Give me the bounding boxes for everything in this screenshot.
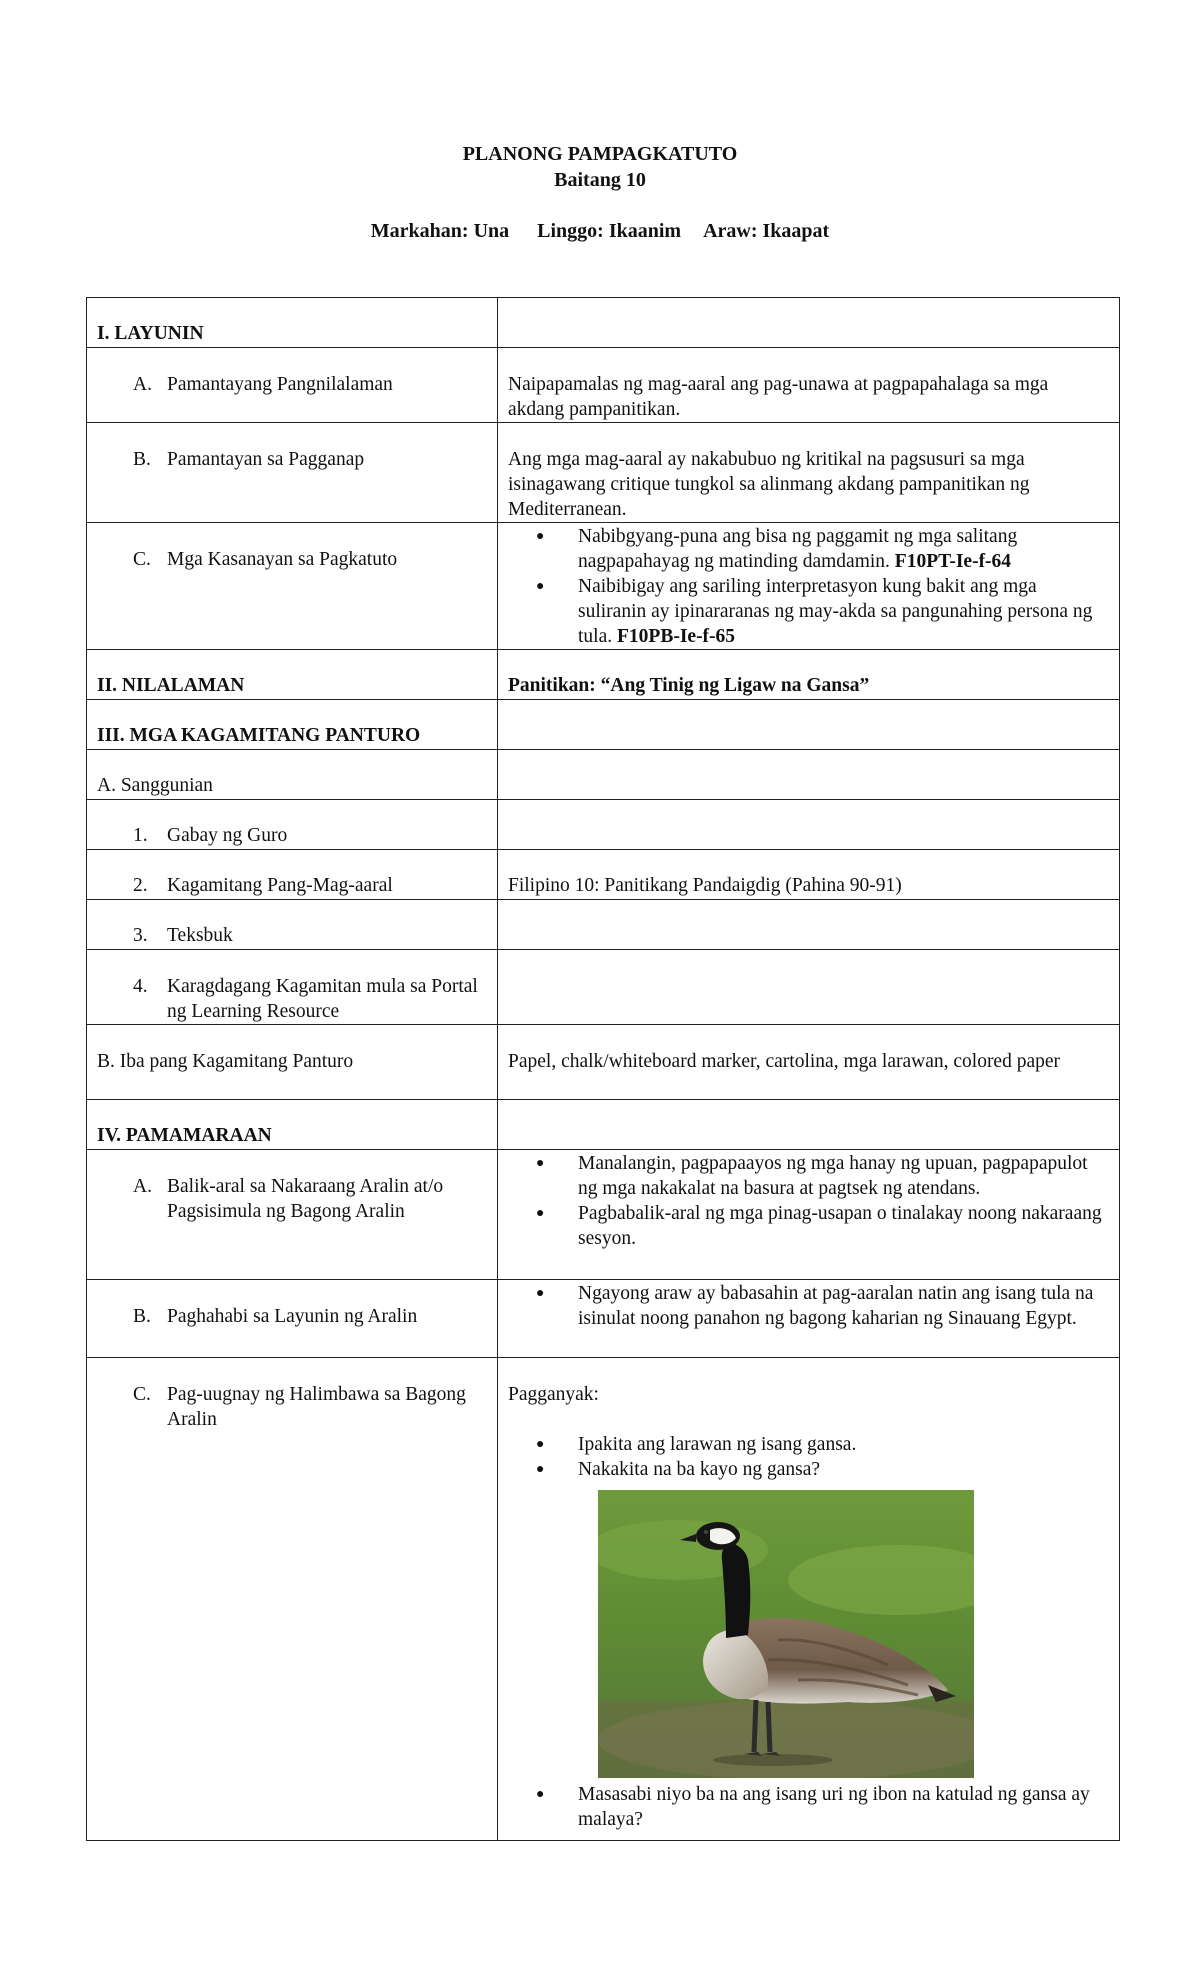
bullet-icon: ● xyxy=(536,1437,545,1452)
item-marker: C. xyxy=(133,1384,151,1405)
araw-label: Araw: Ikaapat xyxy=(703,220,830,242)
kagamitang-pang-mag-aaral-value: Filipino 10: Panitikang Pandaigdig (Pahina 90-91) xyxy=(498,850,1120,900)
mga-kasanayan-label: Mga Kasanayan sa Pagkatuto xyxy=(167,549,398,570)
table-row xyxy=(87,750,1120,800)
paghahabi-bullet-1: Ngayong araw ay babasahin at pag-aaralan natin ang isang tula na isinulat noong panahon ng bagong kaharian ng Sinauang Egypt. xyxy=(578,1283,1094,1329)
section-heading-nilalaman: II. NILALAMAN xyxy=(97,675,245,696)
item-marker: 2. xyxy=(133,875,148,896)
list-item xyxy=(508,1432,1109,1457)
item-marker: 4. xyxy=(133,976,148,997)
table-row xyxy=(87,348,1120,423)
balik-aral-bullet-1: Manalangin, pagpapaayos ng mga hanay ng upuan, pagpapapulot ng mga nakakalat na basura at pagtsek ng atendans. xyxy=(578,1153,1088,1199)
pamantayang-pangnilalaman-value: Naipapamalas ng mag-aaral ang pag-unawa at pagpapahalaga sa mga akdang pampanitikan. xyxy=(498,348,1120,423)
markahan-label: Markahan: Una xyxy=(370,220,510,242)
balik-aral-list xyxy=(508,1151,1109,1251)
item-marker: B. xyxy=(133,1306,151,1327)
schedule-line xyxy=(0,220,1200,243)
bullet-icon: ● xyxy=(536,1206,545,1221)
kasanayan-text-2: Naibibigay ang sariling interpretasyon kung bakit ang mga suliranin ay ipinararanas ng may-akda sa pangunahing persona ng tula. xyxy=(578,576,1093,647)
page-title: PLANONG PAMPAGKATUTO xyxy=(462,143,738,165)
pagganyak-list-after xyxy=(508,1782,1109,1832)
gabay-ng-guro-label: Gabay ng Guro xyxy=(167,825,288,846)
bullet-icon: ● xyxy=(536,579,545,594)
lesson-plan-table xyxy=(86,297,1120,1841)
section-heading-layunin: I. LAYUNIN xyxy=(97,323,204,344)
list-item xyxy=(508,1201,1109,1251)
bullet-icon: ● xyxy=(536,1286,545,1301)
kagamitang-pang-mag-aaral-label: Kagamitang Pang-Mag-aaral xyxy=(167,875,393,896)
list-item xyxy=(508,1457,1109,1482)
pamantayan-sa-pagganap-value: Ang mga mag-aaral ay nakabubuo ng kritikal na pagsusuri sa mga isinagawang critique tungkol sa alinmang akdang pampanitikan ng Mediterranean. xyxy=(498,423,1120,523)
table-row xyxy=(87,1025,1120,1100)
pag-uugnay-label: Pag-uugnay ng Halimbawa sa Bagong Aralin xyxy=(167,1384,466,1430)
teksbuk-label: Teksbuk xyxy=(167,925,233,946)
list-item xyxy=(508,574,1109,649)
pagganyak-label: Pagganyak: xyxy=(508,1384,599,1405)
table-row xyxy=(87,298,1120,348)
item-marker: C. xyxy=(133,549,151,570)
item-marker: A. xyxy=(133,1176,152,1197)
table-row xyxy=(87,1100,1120,1150)
table-row xyxy=(87,423,1120,523)
pamantayan-sa-pagganap-label: Pamantayan sa Pagganap xyxy=(167,449,365,470)
list-item xyxy=(508,1782,1109,1832)
kasanayan-text-1: Nabibgyang-puna ang bisa ng paggamit ng mga salitang nagpapahayag ng matinding damdamin. xyxy=(578,526,1018,572)
grade-level: Baitang 10 xyxy=(554,169,646,191)
table-row xyxy=(87,1150,1120,1280)
teksbuk-value xyxy=(498,900,1120,950)
kasanayan-list xyxy=(508,524,1109,649)
list-item xyxy=(508,1281,1109,1331)
bullet-icon: ● xyxy=(536,1462,545,1477)
paghahabi-list xyxy=(508,1281,1109,1331)
table-row xyxy=(87,523,1120,650)
pagganyak-bullet-1: Ipakita ang larawan ng isang gansa. xyxy=(578,1434,857,1455)
list-item xyxy=(508,1151,1109,1201)
item-marker: 3. xyxy=(133,925,148,946)
pamantayang-pangnilalaman-label: Pamantayang Pangnilalaman xyxy=(167,374,393,395)
pagganyak-bullet-3: Masasabi niyo ba na ang isang uri ng ibon na katulad ng gansa ay malaya? xyxy=(578,1784,1090,1830)
pagganyak-list xyxy=(508,1432,1109,1482)
bullet-icon: ● xyxy=(536,1787,545,1802)
linggo-label: Linggo: Ikaanim xyxy=(537,220,682,242)
competency-code: F10PT-Ie-f-64 xyxy=(894,551,1012,572)
item-marker: A. xyxy=(133,374,152,395)
item-marker: B. xyxy=(133,449,151,470)
goose-photo xyxy=(598,1490,974,1778)
table-row xyxy=(87,700,1120,750)
bullet-icon: ● xyxy=(536,1156,545,1171)
section-heading-kagamitan: III. MGA KAGAMITANG PANTURO xyxy=(97,725,421,746)
table-row xyxy=(87,1280,1120,1358)
table-row xyxy=(87,850,1120,900)
iba-pang-kagamitan-value: Papel, chalk/whiteboard marker, cartolina, mga larawan, colored paper xyxy=(498,1025,1120,1100)
karagdagang-kagamitan-value xyxy=(498,950,1120,1025)
karagdagang-kagamitan-label: Karagdagang Kagamitan mula sa Portal ng Learning Resource xyxy=(167,976,478,1022)
item-marker: 1. xyxy=(133,825,148,846)
table-row xyxy=(87,950,1120,1025)
pagganyak-bullet-2: Nakakita na ba kayo ng gansa? xyxy=(578,1459,821,1480)
paghahabi-label: Paghahabi sa Layunin ng Aralin xyxy=(167,1306,418,1327)
balik-aral-bullet-2: Pagbabalik-aral ng mga pinag-usapan o tinalakay noong nakaraang sesyon. xyxy=(578,1203,1102,1249)
gabay-ng-guro-value xyxy=(498,800,1120,850)
panitikan-title: Panitikan: “Ang Tinig ng Ligaw na Gansa” xyxy=(508,675,870,696)
table-row xyxy=(87,800,1120,850)
iba-pang-kagamitan-label: B. Iba pang Kagamitang Panturo xyxy=(87,1025,498,1100)
table-row xyxy=(87,900,1120,950)
list-item xyxy=(508,524,1109,574)
section-heading-pamamaraan: IV. PAMAMARAAN xyxy=(97,1125,272,1146)
sanggunian-label: A. Sanggunian xyxy=(87,750,498,800)
competency-code: F10PB-Ie-f-65 xyxy=(617,626,736,647)
bullet-icon: ● xyxy=(536,529,545,544)
table-row xyxy=(87,650,1120,700)
balik-aral-label: Balik-aral sa Nakaraang Aralin at/o Pagsisimula ng Bagong Aralin xyxy=(167,1176,444,1222)
table-row xyxy=(87,1358,1120,1841)
